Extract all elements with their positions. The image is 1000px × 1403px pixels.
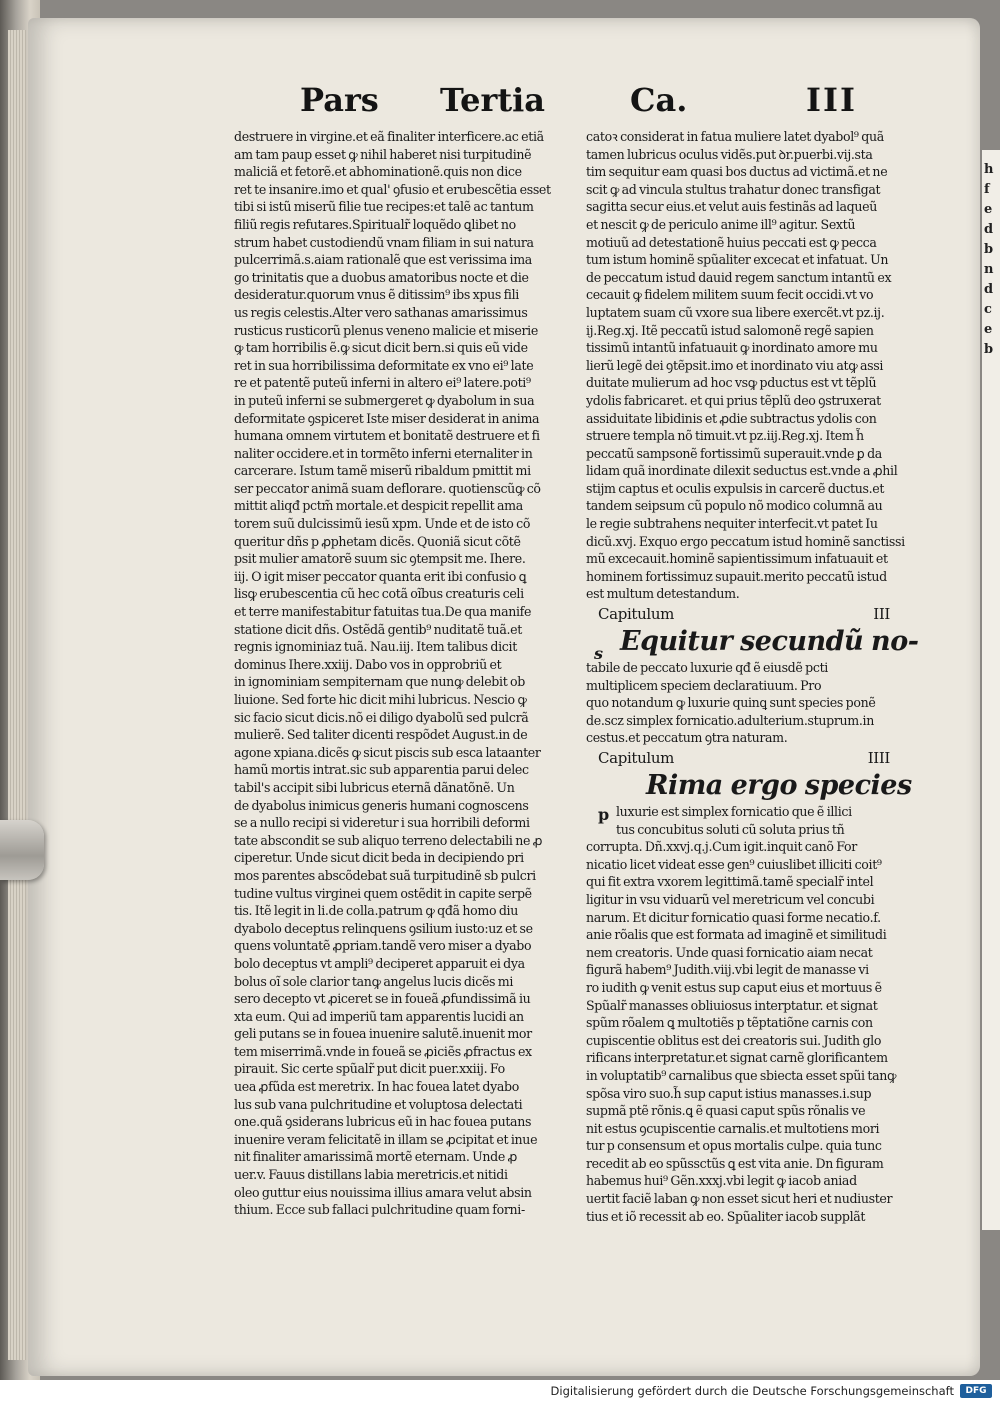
text-line: one.quã ꝯsiderans lubricus eũ in hac fouea putans bbox=[234, 1114, 532, 1130]
text-line: tandem seipsum cũ populo nõ modico columnã au bbox=[586, 498, 883, 514]
chapter-3-heading bbox=[586, 625, 919, 664]
text-line: ciperetur. Unde sicut dicit beda in decipiendo pri bbox=[234, 850, 524, 866]
text-line: tudine vultus virginei quem ostẽdit in capite serpẽ bbox=[234, 885, 532, 901]
dfg-logo[interactable]: DFG bbox=[960, 1384, 992, 1398]
text-line: scit ꝙ ad vincula stultus trahatur donec transfigat bbox=[586, 181, 881, 197]
margin-glyph: b bbox=[984, 242, 993, 257]
margin-glyph: b bbox=[984, 342, 993, 357]
text-line: ij.Reg.xj. Itẽ peccatũ istud salomonẽ regẽ sapien bbox=[586, 322, 874, 338]
text-line: cecauit ꝙ fidelem militem suum fecit occidi.vt vo bbox=[586, 287, 874, 303]
text-line: carcerare. Istum tamẽ miserũ ribaldum pmittit mi bbox=[234, 463, 531, 479]
text-line: tissimũ intantũ infatuauit ꝙ inordinato amore mu bbox=[586, 340, 878, 356]
page-clip bbox=[0, 820, 44, 880]
text-line: nit estus ꝯcupiscentie carnalis.et multotiens mori bbox=[586, 1120, 880, 1136]
text-line: supmã ptẽ rõnis.ꝗ ẽ quasi caput spũs rõnalis ve bbox=[586, 1103, 866, 1119]
text-line: ser peccator animã suam deflorare. quotienscũꝙ cõ bbox=[234, 480, 541, 496]
text-line: iij. O igit miser peccator quanta erit ibi confusio ꝗ bbox=[234, 568, 527, 584]
text-line: agone xpiana.dicẽs ꝙ sicut piscis sub esca lataanter bbox=[234, 744, 541, 760]
text-line: bolus oĩ sole clarior tanꝙ angelus lucis dicẽs mi bbox=[234, 973, 514, 989]
text-line: ret in sua horribilissima deformitate ex vno ei⁹ late bbox=[234, 357, 534, 373]
chapter-4-heading bbox=[586, 769, 912, 803]
text-line: sero decepto vt ꝓiceret se in foueã ꝓfundissimã iu bbox=[234, 991, 531, 1007]
text-line: am tam paup esset ꝙ nihil haberet nisi turpitudinẽ bbox=[234, 146, 532, 162]
text-line: tius et iõ recessit ab eo. Spũaliter iacob supplãt bbox=[586, 1208, 866, 1224]
text-line: tabil's accipit sibi lubricus eternã dãnatõnẽ. Un bbox=[234, 779, 515, 795]
chapter-3-heading-text: Equitur secundũ no- bbox=[620, 626, 919, 658]
text-line: nit finaliter amarissimã mortẽ eternam. Unde ꝓ bbox=[234, 1149, 518, 1165]
text-line: est multum detestandum. bbox=[586, 586, 740, 602]
text-line: de.scz simplex fornicatio.adulterium.stuprum.in bbox=[586, 712, 874, 728]
header-page-number: III bbox=[806, 81, 857, 119]
text-line: nicatio licet videat esse gen⁹ cuiuslibet illiciti coit⁹ bbox=[586, 856, 882, 872]
right-column-text bbox=[586, 128, 908, 603]
margin-glyph: e bbox=[984, 202, 992, 217]
text-line: thium. Ecce sub fallaci pulchritudine quam forni- bbox=[234, 1202, 525, 1218]
text-line: deformitate ꝯspiceret Iste miser desiderat in anima bbox=[234, 410, 540, 426]
text-line: quens voluntatẽ ꝓpriam.tandẽ vero miser a dyabo bbox=[234, 938, 532, 954]
text-line: et nescit ꝙ de periculo anime ill⁹ agitur. Sextũ bbox=[586, 216, 856, 232]
text-line: humana omnem virtutem et bonitatẽ destruere et fi bbox=[234, 428, 540, 444]
text-line: tate abscondit se sub aliquo terreno delectabili ne ꝓ bbox=[234, 832, 543, 848]
header-ca: Ca. bbox=[630, 81, 688, 119]
chapter-3-block bbox=[586, 625, 919, 747]
text-line: xta eum. Qui ad imperiũ tam apparentis lucidi an bbox=[234, 1008, 524, 1024]
text-line: liuione. Sed forte hic dicit mihi lubricus. Nescio ꝙ bbox=[234, 692, 527, 707]
text-line: queritur dñs p ꝓphetam dicẽs. Quoniã sicut cõtẽ bbox=[234, 533, 521, 549]
text-line: re et patentẽ puteũ inferni in altero ei⁹ latere.poti⁹ bbox=[234, 375, 531, 391]
text-line: habemus hui⁹ Gẽn.xxxj.vbi legit ꝙ iacob aniad bbox=[586, 1173, 857, 1189]
text-line: dyabolo deceptus relinquens ꝯsilium iusto:uz et se bbox=[234, 920, 533, 936]
text-line: uertit faciẽ laban ꝙ non esset sicut heri et nudiuster bbox=[586, 1191, 893, 1207]
text-line: Spũalr̃ manasses obliuiosus interptatur. et signat bbox=[586, 997, 878, 1013]
margin-glyph: n bbox=[984, 262, 993, 277]
chapter-3-initial-guide: s bbox=[594, 644, 603, 664]
text-line: pirauit. Sic certe spũalr̃ put dicit puer.xxiij. Fo bbox=[234, 1061, 505, 1077]
text-line: luptatem suam cũ vxore sua libere exercẽt.vt pz.ij. bbox=[586, 304, 885, 320]
text-line: motiuũ ad detestationẽ huius peccati est ꝙ pecca bbox=[586, 234, 877, 250]
text-line: sic facio sicut dicis.nõ ei diligo dyabolũ sed pulcrã bbox=[234, 709, 529, 725]
text-line: cestus.et peccatum ꝯtra naturam. bbox=[586, 730, 788, 746]
text-line: se a nullo recipi si videretur i sua horribili deformi bbox=[234, 815, 530, 831]
text-line: tum istum hominẽ spũaliter excecat et infatuat. Un bbox=[586, 252, 889, 268]
text-line: maliciã et fetorẽ.et abhominationẽ.quis non dice bbox=[234, 164, 522, 180]
text-line: desideratur.quorum vnus ẽ ditissim⁹ ibs xpus fili bbox=[234, 287, 519, 303]
text-line: in puteũ inferni se submergeret ꝙ dyabolum in sua bbox=[234, 392, 535, 408]
text-line: lisꝙ erubescentia cũ hec cotã oĩbus creaturis celi bbox=[234, 586, 524, 602]
text-line: psit mulier amatorẽ suum sic ꝯtempsit me. Ihere. bbox=[234, 551, 526, 567]
text-line: bolo deceptus vt ampli⁹ deciperet apparuit ei dya bbox=[234, 955, 525, 971]
margin-glyph: c bbox=[984, 302, 991, 317]
text-line: mulierẽ. Sed taliter dicenti respõdet August.in de bbox=[234, 727, 528, 743]
text-line: tus concubitus soluti cũ soluta prius tñ bbox=[616, 821, 845, 837]
running-header bbox=[0, 80, 1000, 130]
text-line: lus sub vana pulchritudine et voluptosa delectati bbox=[234, 1096, 523, 1112]
text-line: dominus Ihere.xxiij. Dabo vos in opprobriũ et bbox=[234, 656, 502, 672]
text-line: tis. Itẽ legit in li.de colla.patrum ꝙ qđã homo diu bbox=[234, 903, 518, 919]
text-line: luxurie est simplex fornicatio que ẽ illici bbox=[616, 804, 852, 819]
text-line: multiplicem speciem declaratiuum. Pro bbox=[586, 677, 822, 693]
text-line: recedit ab eo spũssctũs ꝗ est vita anie. Dn figuram bbox=[586, 1155, 884, 1171]
text-line: filiũ regis refutares.Spiritualr̃ loquẽdo ꝗlibet no bbox=[234, 216, 516, 232]
text-line: assiduitate libidinis et ꝓdie subtractus ydolis con bbox=[586, 410, 877, 426]
right-text-column bbox=[586, 128, 919, 1225]
chapter-3-number: III bbox=[873, 605, 890, 624]
text-line: uea ꝓfũda est meretrix. In hac fouea latet dyabo bbox=[234, 1079, 519, 1095]
margin-glyph: e bbox=[984, 322, 992, 337]
text-line: stijm captus et oculis expulsis in carcerẽ ductus.et bbox=[586, 480, 885, 496]
chapter-4-number: IIII bbox=[867, 749, 890, 767]
chapter-4-word: Capitulum bbox=[598, 749, 675, 767]
text-line: dicũ.xvj. Exquo ergo peccatum istud hominẽ sanctissi bbox=[586, 533, 905, 549]
text-line: hamũ mortis intrat.sic sub apparentia parui delec bbox=[234, 762, 529, 778]
left-text-column bbox=[234, 128, 566, 1219]
chapter-4-body bbox=[586, 838, 908, 1225]
text-line: ro iudith ꝙ venit estus sup caput eius et mortuus ẽ bbox=[586, 979, 882, 995]
text-line: ret te insanire.imo et qual' ꝯfusio et erubescẽtia esset bbox=[234, 181, 551, 197]
text-line: lidam quã inordinate dilexit seductus est.vnde a ꝓhil bbox=[586, 463, 898, 479]
text-line: corrupta. Dñ.xxvj.q.j.Cum igit.inquit canõ For bbox=[586, 839, 857, 855]
text-line: tamen lubricus oculus vidẽs.put ꝺr.puerbi.vij.sta bbox=[586, 146, 873, 162]
chapter-3-label bbox=[586, 603, 908, 625]
text-line: duitate mulierum ad hoc vsꝙ pductus est vt tẽplũ bbox=[586, 375, 877, 391]
chapter-4-indented-lines bbox=[586, 803, 908, 838]
chapter-3-word: Capitulum bbox=[598, 605, 675, 624]
adjacent-page-glyphs bbox=[984, 160, 998, 360]
text-line: spũm rõalem ꝗ multotiẽs p tẽptatiõne carnis con bbox=[586, 1015, 873, 1031]
text-line: torem suũ dulcissimũ iesũ xpm. Unde et de isto cõ bbox=[234, 516, 531, 532]
text-line: anie rõalis que est formata ad imaginẽ et similitudi bbox=[586, 927, 887, 943]
header-tertia: Tertia bbox=[440, 81, 546, 119]
chapter-4-initial-guide: p bbox=[598, 805, 609, 824]
text-line: tur p consensum et opus mortalis culpe. quia tunc bbox=[586, 1138, 882, 1154]
text-line: ꝙ tam horribilis ẽ.ꝙ sicut dicit bern.si quis eũ vide bbox=[234, 340, 528, 356]
text-line: rificans interpretatur.et signat carnẽ glorificantem bbox=[586, 1050, 888, 1066]
text-line: rusticus rusticorũ plenus veneno malicie et miserie bbox=[234, 322, 538, 338]
margin-glyph: d bbox=[984, 222, 993, 237]
adjacent-page-edge bbox=[982, 150, 1000, 1230]
text-line: cupiscentie oblitus est dei creatoris sui. Judith glo bbox=[586, 1032, 882, 1048]
text-line: mũ excecauit.hominẽ sapientissimum infatuauit et bbox=[586, 551, 888, 567]
text-line: geli putans se in fouea inuenire salutẽ.inuenit mor bbox=[234, 1026, 532, 1042]
text-line: peccatũ sampsonẽ fortissimũ superauit.vnde ꝑ da bbox=[586, 445, 882, 461]
page-stack-edges bbox=[8, 30, 26, 1360]
text-line: pulcerrimã.s.aiam rationalẽ que est verissima ima bbox=[234, 252, 532, 268]
text-line: spõsa viro suo.h̃ sup caput istius manasses.i.sup bbox=[586, 1085, 872, 1101]
chapter-4-indented-text bbox=[586, 803, 908, 838]
margin-glyph: d bbox=[984, 282, 993, 297]
text-line: lierũ legẽ dei ꝯtẽpsit.imo et inordinato viu atꝙ assi bbox=[586, 357, 884, 373]
text-line: inuenire veram felicitatẽ in illam se ꝓcipitat et inue bbox=[234, 1131, 538, 1147]
text-line: figurã habem⁹ Judith.viij.vbi legit de manasse vi bbox=[586, 962, 869, 978]
text-line: oleo guttur eius nouissima illius amara velut absin bbox=[234, 1184, 532, 1200]
text-line: statione dicit dñs. Ostẽdã gentib⁹ nuditatẽ tuã.et bbox=[234, 621, 522, 637]
text-line: go trinitatis que a duobus amatoribus nocte et die bbox=[234, 269, 529, 285]
text-line: regnis ignominiaz tuã. Nau.iij. Item talibus dicit bbox=[234, 639, 517, 655]
text-line: mittit aliqđ pctm̃ mortale.et despicit repellit ama bbox=[234, 498, 523, 514]
text-line: mos parentes abscõdebat suã turpitudinẽ sb pulcri bbox=[234, 867, 536, 883]
text-line: tem miserrimã.vnde in foueã se ꝓiciẽs ꝓfractus ex bbox=[234, 1043, 532, 1059]
text-line: nem creatoris. Unde quasi fornicatio aiam necat bbox=[586, 944, 873, 960]
text-line: quo notandum ꝙ luxurie quinꝗ sunt species ponẽ bbox=[586, 695, 876, 711]
margin-glyph: h bbox=[984, 162, 993, 177]
text-line: tabile de peccato luxurie qđ ẽ eiusdẽ pcti bbox=[586, 660, 828, 676]
text-line: us regis celestis.Alter vero sathanas amarissimus bbox=[234, 304, 528, 320]
footer-bar bbox=[0, 1380, 1000, 1403]
text-line: le regie subtrahens nequiter interfecit.vt patet Iu bbox=[586, 516, 878, 532]
text-line: qui fit extra vxorem legittimã.tamẽ specialr̃ intel bbox=[586, 874, 874, 890]
text-line: hominem fortissimuz supauit.merito peccatũ istud bbox=[586, 568, 887, 584]
text-line: sagitta secur eius.et velut auis festinãs ad laqueũ bbox=[586, 199, 878, 215]
text-line: catoꝛ considerat in fatua muliere latet dyabol⁹ quã bbox=[586, 129, 884, 144]
text-line: tim sequitur eam quasi bos ductus ad victimã.et ne bbox=[586, 164, 888, 180]
text-line: de dyabolus inimicus generis humani cognoscens bbox=[234, 797, 529, 813]
footer-credit: Digitalisierung gefördert durch die Deutsche Forschungsgemeinschaft bbox=[550, 1384, 954, 1398]
text-line: ligitur in vsu viduarũ vel meretricum vel concubi bbox=[586, 891, 875, 907]
text-line: uer.v. Fauus distillans labia meretricis.et nitidi bbox=[234, 1167, 508, 1183]
text-line: naliter occidere.et in tormẽto inferni eternaliter in bbox=[234, 445, 533, 461]
text-line: de peccatum istud dauid regem sanctum intantũ ex bbox=[586, 269, 892, 285]
text-line: strum habet custodiendũ vnam filiam in sui natura bbox=[234, 234, 534, 250]
text-line: tibi si istũ miserũ filie tue recipes:et talẽ ac tantum bbox=[234, 199, 534, 215]
chapter-3-body bbox=[586, 659, 908, 747]
text-line: struere templa nõ timuit.vt pz.iij.Reg.xj. Item h̃ bbox=[586, 428, 864, 444]
header-pars: Pars bbox=[300, 81, 379, 119]
margin-glyph: f bbox=[984, 182, 989, 197]
text-line: et terre manifestabitur fatuitas tua.De qua manife bbox=[234, 604, 532, 620]
text-line: destruere in virgine.et eã finaliter interficere.ac etiã bbox=[234, 129, 544, 144]
chapter-4-heading-text: Rima ergo species bbox=[646, 770, 912, 801]
chapter-4-block bbox=[586, 769, 912, 1225]
text-line: in ignominiam sempiternam que nunꝙ delebit ob bbox=[234, 674, 525, 690]
text-line: ydolis fabricaret. et qui prius tẽplũ deo ꝯstruxerat bbox=[586, 392, 881, 408]
text-line: narum. Et dicitur fornicatio quasi forme necatio.f. bbox=[586, 909, 881, 925]
text-line: in voluptatib⁹ carnalibus que sbiecta esset spũi tanꝙ bbox=[586, 1067, 897, 1083]
chapter-4-label bbox=[586, 747, 908, 769]
